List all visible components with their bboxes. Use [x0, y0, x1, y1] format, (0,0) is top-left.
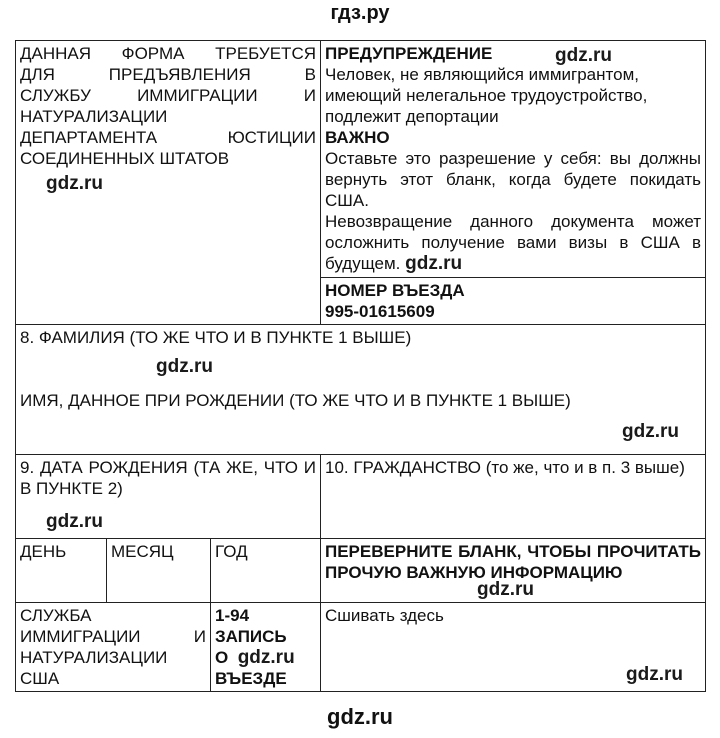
watermark: gdz.ru	[405, 253, 463, 274]
turn-over-cell	[321, 539, 706, 603]
entry-number-value: 995-01615609	[325, 302, 435, 321]
watermark: gdz.ru	[237, 647, 295, 668]
citizenship-cell	[321, 455, 706, 539]
record-label: ВЪЕЗДЕ	[215, 669, 287, 688]
watermark: gdz.ru	[156, 356, 213, 377]
service-text: СЛУЖБА ИММИГРАЦИИ И НАТУРАЛИЗАЦИИ США	[20, 606, 206, 688]
site-footer: gdz.ru	[327, 704, 393, 729]
warning-cell	[321, 41, 706, 278]
watermark: gdz.ru	[46, 511, 103, 532]
watermark: gdz.ru	[477, 579, 534, 600]
important-title: ВАЖНО	[325, 128, 390, 147]
staple-label: Сшивать здесь	[325, 606, 444, 625]
important-text-2: Невозвращение данного документа может осложнить получение вами визы в США в будущем.	[325, 212, 701, 273]
dob-label: 9. ДАТА РОЖДЕНИЯ (ТА ЖЕ, ЧТО И В ПУНКТЕ 2)	[20, 458, 316, 498]
purpose-line: ДЕПАРТАМЕНТА ЮСТИЦИИ	[20, 128, 316, 147]
turn-over-text: ПЕРЕВЕРНИТЕ БЛАНК, ЧТОБЫ ПРОЧИТАТЬ ПРОЧУЮ ВАЖНУЮ ИНФОРМАЦИЮ	[325, 542, 701, 582]
watermark: gdz.ru	[626, 664, 683, 685]
watermark: gdz.ru	[555, 45, 612, 66]
day-label: ДЕНЬ	[20, 542, 67, 561]
month-cell	[107, 539, 211, 603]
important-text: Оставьте это разрешение у себя: вы должны вернуть этот бланк, когда будете покидать США.	[325, 149, 701, 210]
year-label: ГОД	[215, 542, 248, 561]
record-label: О	[215, 648, 229, 667]
birth-name-label: ИМЯ, ДАННОЕ ПРИ РОЖДЕНИИ (ТО ЖЕ ЧТО И В ПУНКТЕ 1 ВЫШЕ)	[20, 391, 571, 410]
record-cell	[211, 603, 321, 692]
staple-cell	[321, 603, 706, 692]
purpose-line: СЛУЖБУ ИММИГРАЦИИ И	[20, 86, 316, 105]
entry-number-cell	[321, 278, 706, 325]
i94-form-table	[15, 40, 706, 692]
entry-number-label: НОМЕР ВЪЕЗДА	[325, 281, 465, 300]
year-cell	[211, 539, 321, 603]
watermark: gdz.ru	[622, 421, 679, 442]
service-cell	[16, 603, 211, 692]
record-code: 1-94	[215, 606, 250, 625]
site-title: гдз.ру	[330, 2, 390, 24]
day-cell	[16, 539, 107, 603]
purpose-line: ДАННАЯ ФОРМА ТРЕБУЕТСЯ	[20, 44, 316, 63]
surname-label: 8. ФАМИЛИЯ (ТО ЖЕ ЧТО И В ПУНКТЕ 1 ВЫШЕ)	[20, 328, 412, 347]
form-purpose-cell	[16, 41, 321, 325]
watermark: gdz.ru	[46, 173, 103, 194]
purpose-line: НАТУРАЛИЗАЦИИ	[20, 107, 168, 126]
citizenship-label: 10. ГРАЖДАНСТВО (то же, что и в п. 3 выше)	[325, 458, 685, 477]
dob-cell	[16, 455, 321, 539]
warning-title: ПРЕДУПРЕЖДЕНИЕ	[325, 44, 493, 63]
purpose-line: ДЛЯ ПРЕДЪЯВЛЕНИЯ В	[20, 65, 316, 84]
record-label: ЗАПИСЬ	[215, 627, 287, 646]
month-label: МЕСЯЦ	[111, 542, 174, 561]
name-section-cell	[16, 325, 706, 455]
purpose-line: СОЕДИНЕННЫХ ШТАТОВ	[20, 149, 230, 168]
warning-text: Человек, не являющийся иммигрантом, имеющий нелегальное трудоустройство, подлежит депортации	[325, 65, 648, 126]
